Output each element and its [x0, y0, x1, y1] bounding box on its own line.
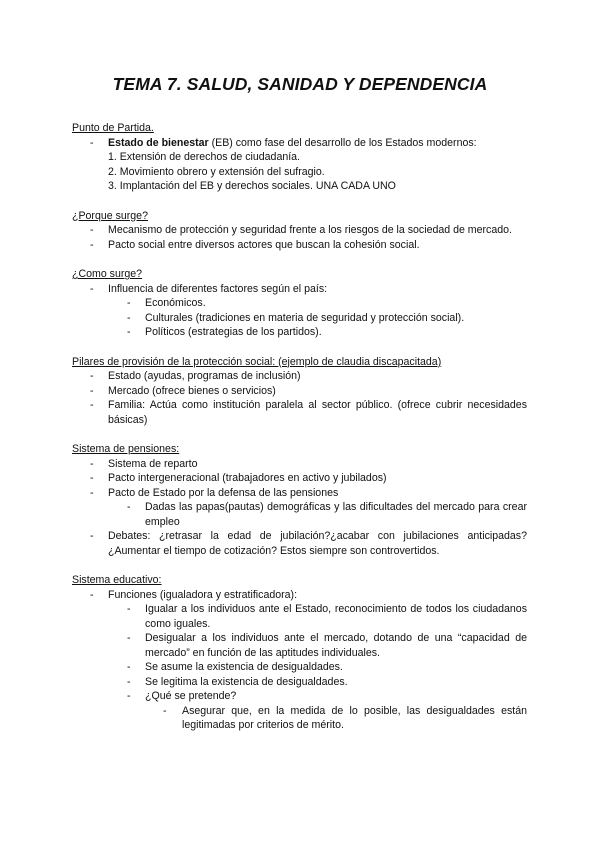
list-item — [72, 238, 527, 253]
sub-list-item — [72, 500, 527, 529]
bullet-dash: - — [127, 690, 131, 702]
list-item-text: Mercado (ofrece bienes o servicios) — [108, 384, 276, 397]
list-item-text: Mecanismo de protección y seguridad frente a los riesgos de la sociedad de mercado. — [108, 224, 512, 236]
list-item-text: Desigualar a los individuos ante el mercado, dotando de una “capacidad de mercado” en función de las aptitudes individuales. — [145, 632, 527, 659]
list-item-text: Sistema de reparto — [108, 457, 198, 470]
section-sistema-educativo — [72, 573, 527, 733]
bullet-dash: - — [90, 472, 94, 484]
bullet-dash: - — [90, 384, 94, 397]
bullet-dash: - — [90, 457, 94, 470]
numbered-item: 1. Extensión de derechos de ciudadanía. — [108, 151, 301, 163]
section-heading: ¿Como surge? — [72, 268, 143, 280]
section-heading: Pilares de provisión de la protección social: (ejemplo de claudia discapacitada) — [72, 355, 442, 368]
section-punto-de-partida — [72, 121, 527, 194]
sub-list-item — [72, 602, 527, 631]
list-item-text: Influencia de diferentes factores según el país: — [108, 282, 328, 295]
bullet-dash: - — [90, 370, 94, 382]
bullet-dash: - — [127, 603, 131, 615]
list-item-text: Se legitima la existencia de desigualdades. — [145, 675, 348, 688]
list-item — [72, 529, 527, 558]
sub-list-item — [72, 660, 527, 675]
list-item-text: Igualar a los individuos ante el Estado, reconocimiento de todos los ciudadanos como iguales. — [145, 603, 527, 630]
list-item — [72, 282, 527, 297]
list-item-text: Se asume la existencia de desigualdades. — [145, 661, 343, 673]
sub-list-item — [72, 311, 527, 326]
section-heading: Sistema educativo: — [72, 574, 162, 586]
bullet-dash: - — [90, 238, 94, 251]
sub-list-item — [72, 325, 527, 340]
bullet-dash: - — [127, 632, 131, 644]
sub-list-item — [72, 689, 527, 704]
section-porque-surge — [72, 209, 527, 253]
list-item-text: (EB) como fase del desarrollo de los Estados modernos: — [208, 136, 477, 149]
bold-term: Estado de bienestar — [108, 136, 209, 149]
list-item-text: Debates: ¿retrasar la edad de jubilación?¿acabar con jubilaciones anticipadas?¿Aumentar el tiempo de cotización? Estos siempre son controvertidos. — [108, 530, 527, 557]
section-heading: Punto de Partida. — [72, 122, 154, 134]
sub-list-item — [72, 675, 527, 690]
section-pensiones — [72, 442, 527, 558]
bullet-dash: - — [90, 136, 94, 149]
bullet-dash: - — [127, 326, 131, 338]
bullet-dash: - — [90, 224, 94, 236]
list-item-text: ¿Qué se pretende? — [145, 690, 237, 702]
sub-list-item — [72, 296, 527, 311]
list-item-text: Pacto intergeneracional (trabajadores en activo y jubilados) — [108, 472, 387, 484]
sub-sub-list-item — [72, 704, 527, 733]
bullet-dash: - — [127, 501, 131, 513]
list-item-text: Políticos (estrategias de los partidos). — [145, 326, 322, 338]
list-item-text: Asegurar que, en la medida de lo posible, las desigualdades están legitimadas por criterios de mérito. — [182, 704, 527, 731]
list-item — [72, 223, 527, 238]
list-item — [72, 136, 527, 151]
bullet-dash: - — [90, 588, 94, 601]
list-item-text: Pacto social entre diversos actores que buscan la cohesión social. — [108, 238, 420, 251]
sub-list-item — [72, 631, 527, 660]
bullet-dash: - — [127, 661, 131, 673]
list-item-text: Estado (ayudas, programas de inclusión) — [108, 370, 301, 382]
list-item — [72, 588, 527, 603]
bullet-dash: - — [90, 486, 94, 499]
list-item — [72, 486, 527, 501]
bullet-dash: - — [127, 311, 131, 324]
bullet-dash: - — [90, 399, 94, 411]
numbered-item: 3. Implantación del EB y derechos sociales. UNA CADA UNO — [108, 180, 396, 192]
bullet-dash: - — [90, 282, 94, 295]
list-item-text: Pacto de Estado por la defensa de las pensiones — [108, 486, 339, 499]
bullet-dash: - — [90, 530, 94, 542]
list-item-text: Dadas las papas(pautas) demográficas y las dificultades del mercado para crear empleo — [145, 501, 527, 528]
page-title: TEMA 7. SALUD, SANIDAD Y DEPENDENCIA — [112, 74, 488, 94]
list-item — [72, 384, 527, 399]
list-item-text: Familia: Actúa como institución paralela al sector público. (ofrece cubrir necesidades básicas) — [108, 399, 527, 426]
list-item-text: Económicos. — [145, 297, 206, 309]
list-item — [72, 457, 527, 472]
bullet-dash: - — [163, 704, 167, 717]
list-item — [72, 369, 527, 384]
section-heading: Sistema de pensiones: — [72, 443, 180, 455]
list-item-text: Culturales (tradiciones en materia de seguridad y protección social). — [145, 311, 465, 324]
document-body — [72, 121, 527, 748]
bullet-dash: - — [127, 297, 131, 309]
list-item-text: Funciones (igualadora y estratificadora): — [108, 588, 298, 601]
list-item — [72, 471, 527, 486]
section-heading: ¿Porque surge? — [72, 209, 148, 222]
list-item — [72, 398, 527, 427]
bullet-dash: - — [127, 675, 131, 688]
section-como-surge — [72, 267, 527, 340]
numbered-item: 2. Movimiento obrero y extensión del sufragio. — [108, 165, 325, 178]
section-pilares — [72, 355, 527, 428]
